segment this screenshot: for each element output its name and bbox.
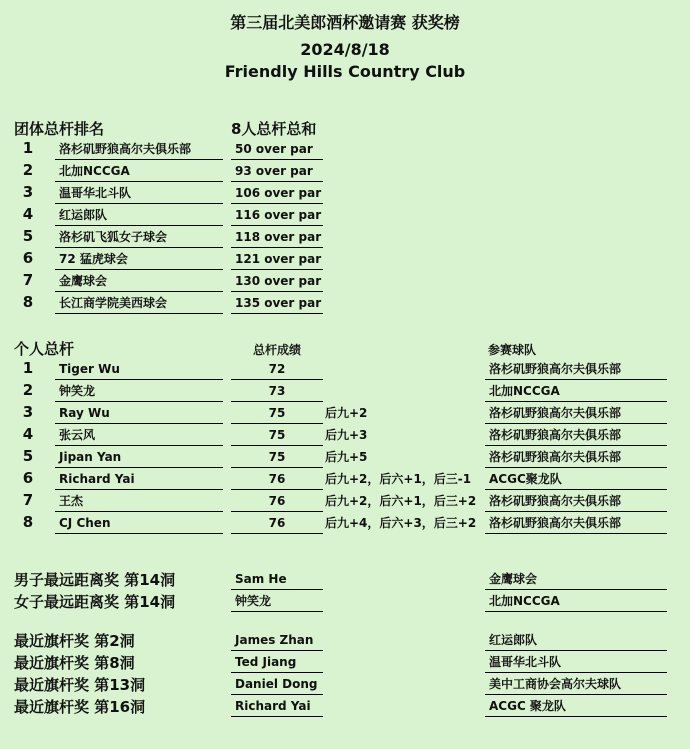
closest-to-pin-team: 美中工商协会高尔夫球队 (485, 675, 667, 695)
player-name: CJ Chen (55, 514, 223, 534)
longest-drive-winner: Sam He (231, 570, 323, 590)
team-rank: 3 (22, 183, 34, 201)
team-name: 温哥华北斗队 (55, 184, 223, 204)
player-team: 洛杉矶野狼高尔夫俱乐部 (485, 448, 667, 468)
team-name: 72 猛虎球会 (55, 250, 223, 270)
team-name: 北加NCCGA (55, 162, 223, 182)
team-score: 116 over par (231, 206, 323, 226)
individual-rank: 1 (22, 359, 34, 377)
player-name: Richard Yai (55, 470, 223, 490)
event-venue: Friendly Hills Country Club (224, 62, 466, 81)
team-score: 130 over par (231, 272, 323, 292)
player-team: 洛杉矶野狼高尔夫俱乐部 (485, 404, 667, 424)
closest-to-pin-winner: Daniel Dong (231, 675, 323, 695)
player-score: 75 (231, 426, 323, 446)
longest-drive-team: 北加NCCGA (485, 592, 667, 612)
team-score: 135 over par (231, 294, 323, 314)
team-rank: 1 (22, 139, 34, 157)
team-rank: 2 (22, 161, 34, 179)
player-team: 洛杉矶野狼高尔夫俱乐部 (485, 492, 667, 512)
team-rank: 5 (22, 227, 34, 245)
closest-to-pin-team: 红运郎队 (485, 631, 667, 651)
individual-team-heading: 参赛球队 (488, 343, 537, 357)
team-rank: 6 (22, 249, 34, 267)
individual-heading: 个人总杆 (14, 340, 75, 358)
player-team: 洛杉矶野狼高尔夫俱乐部 (485, 514, 667, 534)
player-score: 76 (231, 492, 323, 512)
closest-to-pin-team: ACGC 聚龙队 (485, 697, 667, 717)
player-tiebreak: 后九+2，后六+1，后三-1 (325, 472, 472, 486)
player-score: 73 (231, 382, 323, 402)
individual-rank: 3 (22, 403, 34, 421)
team-name: 长江商学院美西球会 (55, 294, 223, 314)
team-name: 红运郎队 (55, 206, 223, 226)
player-name: 张云风 (55, 426, 223, 446)
player-team: 北加NCCGA (485, 382, 667, 402)
individual-score-heading: 总杆成绩 (253, 343, 302, 357)
team-score: 121 over par (231, 250, 323, 270)
team-score-heading: 8人总杆总和 (231, 120, 317, 138)
team-ranking-heading: 团体总杆排名 (14, 120, 105, 138)
team-score: 50 over par (231, 140, 323, 160)
player-score: 76 (231, 514, 323, 534)
closest-to-pin-winner: Richard Yai (231, 697, 323, 717)
player-tiebreak: 后九+4，后六+3，后三+2 (325, 516, 477, 530)
closest-to-pin-team: 温哥华北斗队 (485, 653, 667, 673)
closest-to-pin-title: 最近旗杆奖 第2洞 (14, 632, 135, 650)
player-tiebreak: 后九+5 (325, 450, 368, 464)
player-name: 王杰 (55, 492, 223, 512)
individual-rank: 4 (22, 425, 34, 443)
team-rank: 4 (22, 205, 34, 223)
team-name: 洛杉矶野狼高尔夫俱乐部 (55, 140, 223, 160)
longest-drive-winner: 钟笑龙 (231, 592, 323, 612)
player-score: 75 (231, 404, 323, 424)
closest-to-pin-title: 最近旗杆奖 第13洞 (14, 676, 146, 694)
closest-to-pin-winner: Ted Jiang (231, 653, 323, 673)
closest-to-pin-title: 最近旗杆奖 第8洞 (14, 654, 135, 672)
team-score: 106 over par (231, 184, 323, 204)
longest-drive-team: 金鹰球会 (485, 570, 667, 590)
player-team: 洛杉矶野狼高尔夫俱乐部 (485, 360, 667, 380)
page-title: 第三届北美郎酒杯邀请赛 获奖榜 (230, 13, 460, 32)
player-name: Jipan Yan (55, 448, 223, 468)
team-rank: 7 (22, 271, 34, 289)
player-tiebreak: 后九+2，后六+1，后三+2 (325, 494, 477, 508)
individual-rank: 8 (22, 513, 34, 531)
individual-rank: 2 (22, 381, 34, 399)
player-tiebreak: 后九+2 (325, 406, 368, 420)
team-score: 118 over par (231, 228, 323, 248)
individual-rank: 6 (22, 469, 34, 487)
player-score: 72 (231, 360, 323, 380)
team-name: 金鹰球会 (55, 272, 223, 292)
player-score: 76 (231, 470, 323, 490)
closest-to-pin-title: 最近旗杆奖 第16洞 (14, 698, 146, 716)
individual-rank: 7 (22, 491, 34, 509)
player-tiebreak: 后九+3 (325, 428, 368, 442)
closest-to-pin-winner: James Zhan (231, 631, 323, 651)
player-name: Ray Wu (55, 404, 223, 424)
player-score: 75 (231, 448, 323, 468)
individual-rank: 5 (22, 447, 34, 465)
event-date: 2024/8/18 (300, 40, 390, 59)
team-name: 洛杉矶飞狐女子球会 (55, 228, 223, 248)
longest-drive-title: 男子最远距离奖 第14洞 (14, 571, 176, 589)
player-team: 洛杉矶野狼高尔夫俱乐部 (485, 426, 667, 446)
player-team: ACGC聚龙队 (485, 470, 667, 490)
player-name: Tiger Wu (55, 360, 223, 380)
player-name: 钟笑龙 (55, 382, 223, 402)
team-rank: 8 (22, 293, 34, 311)
team-score: 93 over par (231, 162, 323, 182)
longest-drive-title: 女子最远距离奖 第14洞 (14, 593, 176, 611)
